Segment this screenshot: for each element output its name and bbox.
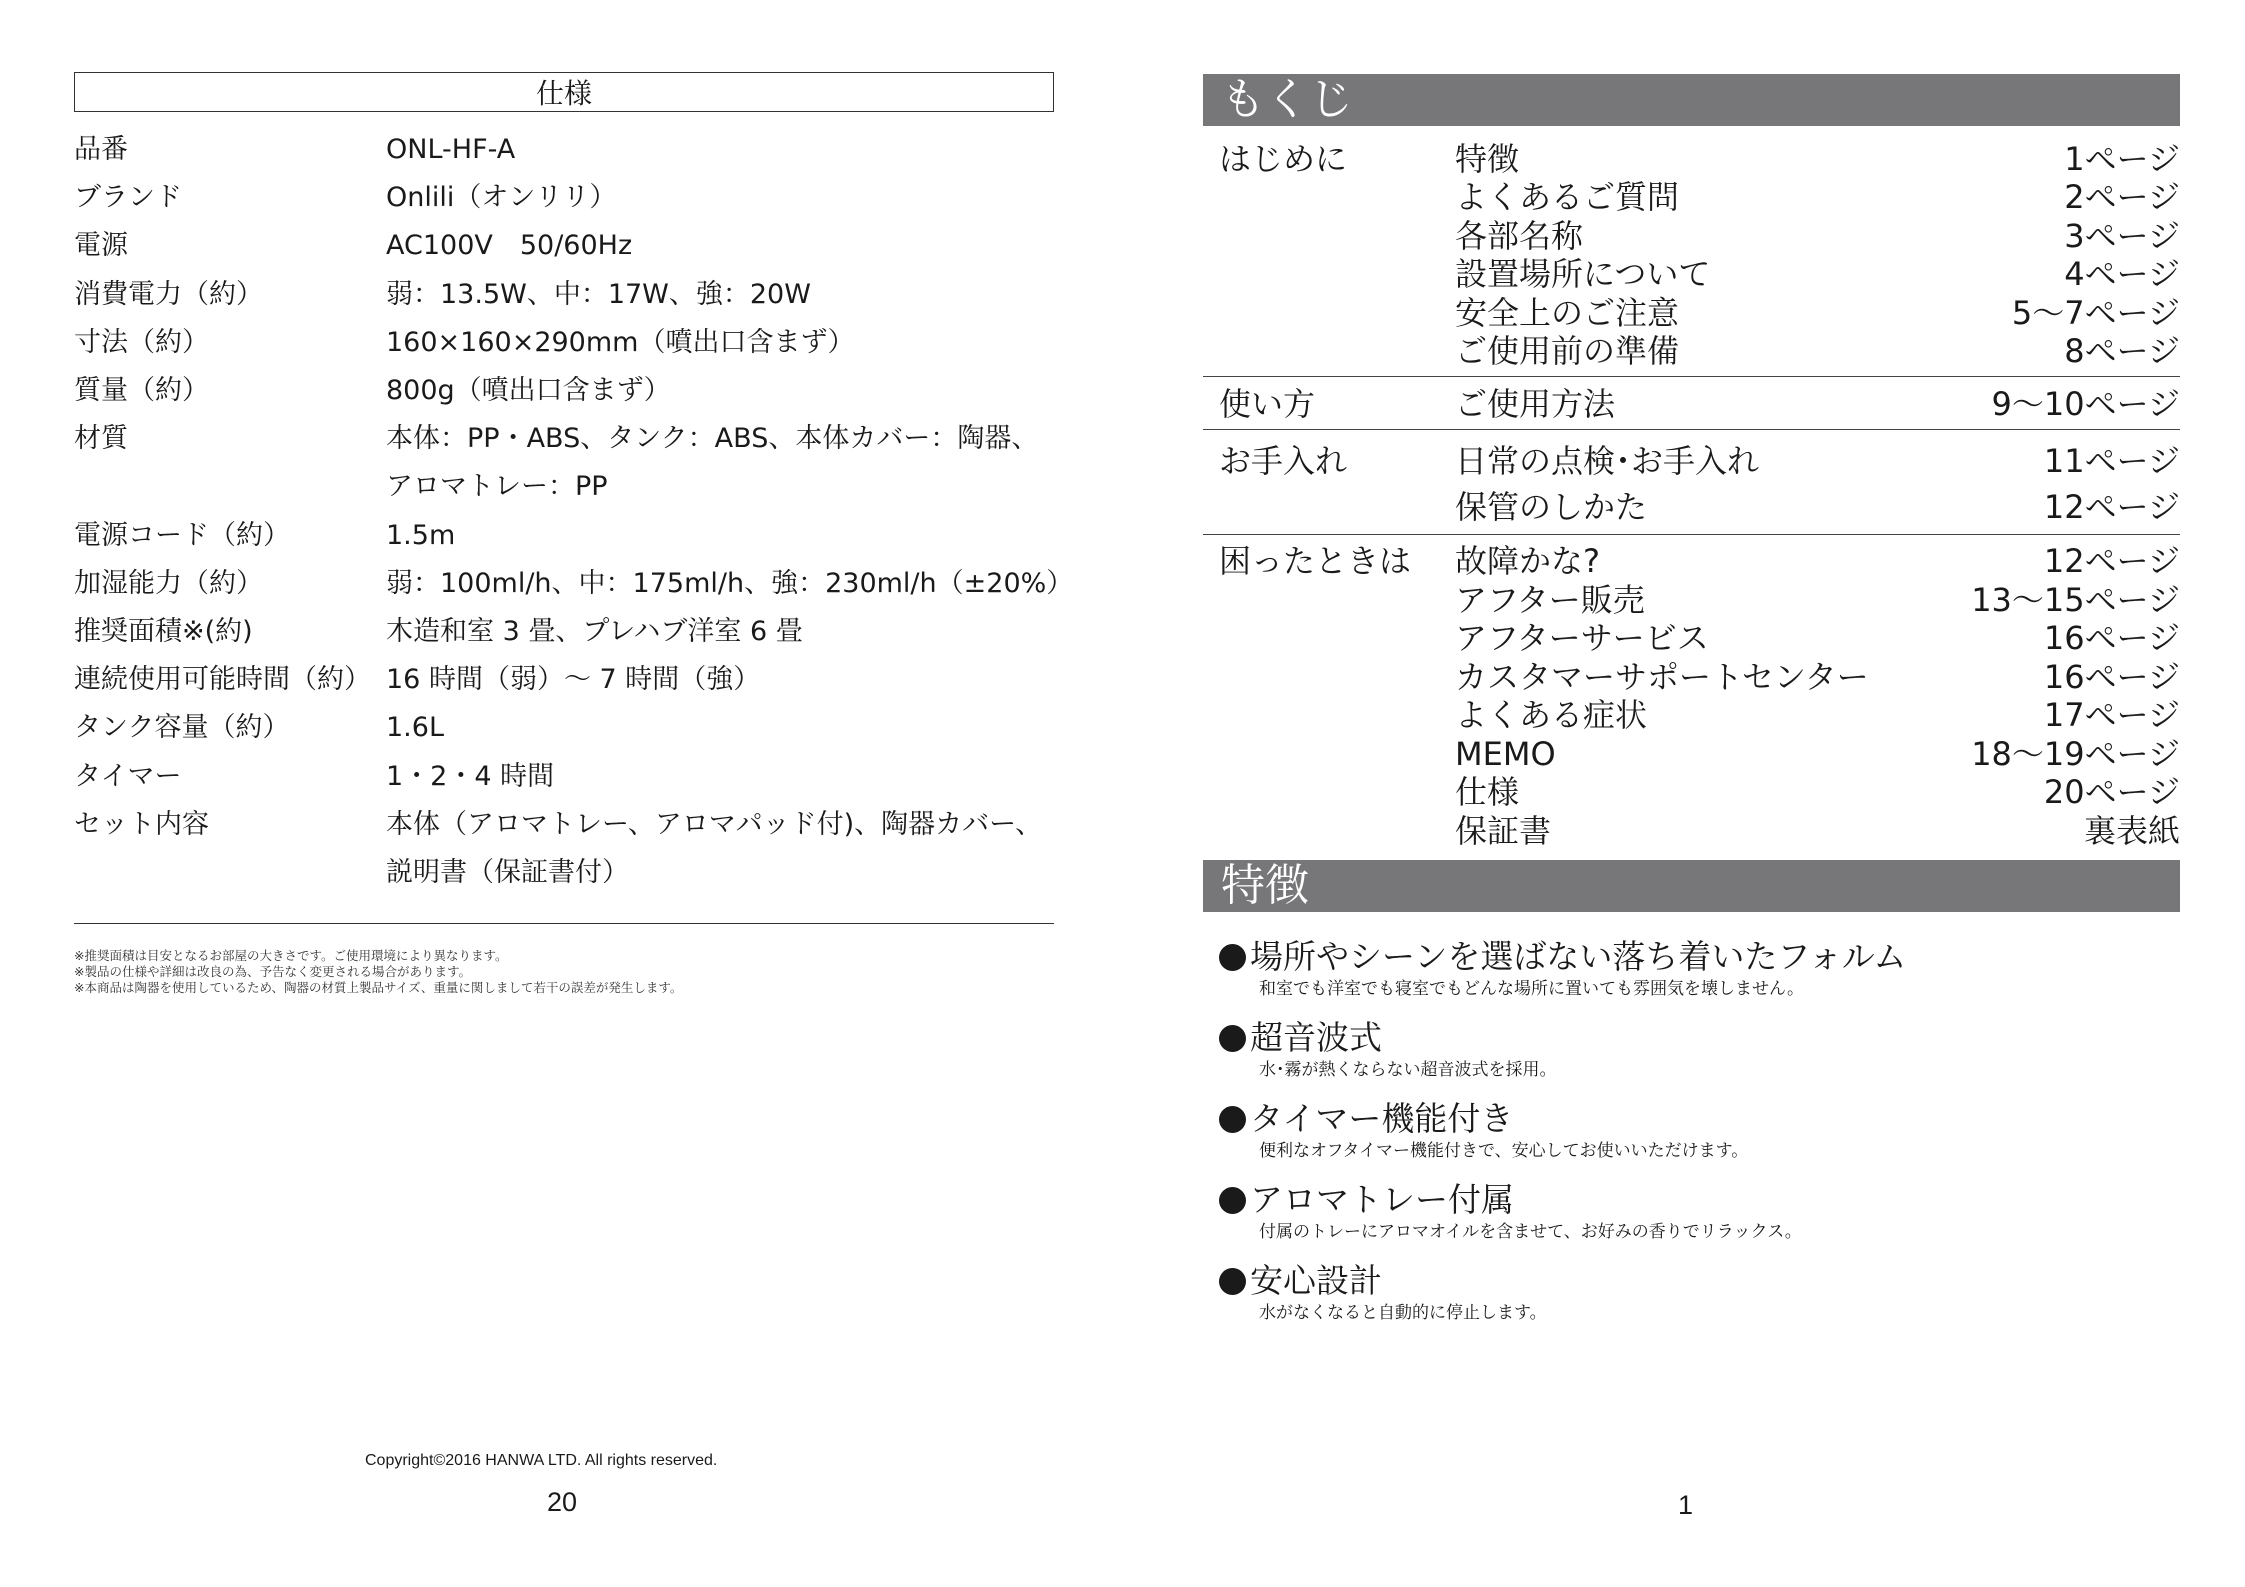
- toc-item-title: アフター販売: [1455, 580, 1645, 619]
- feature-title: アロマトレー付属: [1250, 1180, 1514, 1220]
- spec-value: 木造和室 3 畳、プレハブ洋室 6 畳: [386, 616, 803, 648]
- toc-item[interactable]: [1455, 217, 2180, 255]
- toc-item-title: 仕様: [1455, 773, 1520, 812]
- toc-item[interactable]: [1455, 542, 2180, 581]
- bullet-icon: [1219, 1268, 1246, 1295]
- toc-item-page: 16ページ: [2043, 619, 2180, 658]
- spec-table: [74, 126, 1074, 897]
- toc-item-page: 17ページ: [2043, 696, 2180, 735]
- toc-section-label: 困ったときは: [1219, 542, 1412, 581]
- spec-row: [74, 367, 1054, 415]
- bullet-icon: [1219, 1025, 1246, 1052]
- note-line: ※推奨面積は目安となるお部屋の大きさです。ご使用環境により異なります。: [74, 948, 508, 964]
- spec-label: 電源コード（約）: [74, 519, 290, 551]
- toc-item-title: ご使用前の準備: [1455, 332, 1680, 371]
- feature-desc: 便利なオフタイマー機能付きで、安心してお使いいただけます。: [1259, 1141, 1749, 1162]
- spec-row: [74, 849, 1054, 897]
- contents-page: [1203, 74, 2180, 1341]
- feature-title: 安心設計: [1250, 1261, 1382, 1301]
- toc-item[interactable]: [1455, 294, 2180, 332]
- toc-header: もくじ: [1203, 74, 2180, 126]
- feature-item: [1219, 1260, 2180, 1324]
- toc-item-page: 13～15ページ: [1971, 580, 2180, 619]
- toc-item-title: 安全上のご注意: [1455, 293, 1680, 332]
- spec-row: [74, 319, 1054, 367]
- toc-item-title: 故障かな?: [1455, 542, 1600, 581]
- copyright: Copyright©2016 HANWA LTD. All rights reserved.: [365, 1452, 718, 1469]
- toc-item-page: 5～7ページ: [2011, 293, 2180, 332]
- spec-label: 推奨面積※(約): [74, 616, 253, 648]
- spec-row: [74, 656, 1054, 704]
- spec-divider: [74, 923, 1054, 924]
- toc-item[interactable]: [1455, 735, 2180, 774]
- toc-item-title: 特徴: [1455, 140, 1520, 178]
- feature-title: 場所やシーンを選ばない落ち着いたフォルム: [1250, 937, 1907, 977]
- features-list: [1203, 936, 2180, 1324]
- toc-item-page: 20ページ: [2043, 773, 2180, 812]
- spec-row: [74, 704, 1054, 752]
- spec-row: [74, 801, 1054, 849]
- toc-item-page: 18～19ページ: [1971, 734, 2180, 773]
- spec-value: 1.6L: [386, 712, 444, 744]
- toc-section: [1203, 377, 2180, 430]
- spec-row: [74, 222, 1054, 270]
- note-line: ※本商品は陶器を使用しているため、陶器の材質上製品サイズ、重量に関しまして若干の誤差が発生します。: [74, 980, 683, 996]
- toc-item[interactable]: [1455, 140, 2180, 178]
- spec-value: アロマトレー：PP: [386, 471, 608, 503]
- spec-label: [74, 849, 386, 897]
- spec-value: ONL-HF-A: [386, 134, 516, 165]
- toc-item-title: ご使用方法: [1455, 385, 1616, 424]
- page-number-right: 1: [1678, 1490, 1694, 1520]
- toc-item-page: 裏表紙: [2083, 811, 2180, 850]
- feature-item: [1219, 1098, 2180, 1162]
- toc-item-page: 12ページ: [2043, 488, 2180, 527]
- spec-label: タイマー: [74, 760, 182, 792]
- toc-item-title: MEMO: [1455, 734, 1556, 773]
- toc-section: [1203, 430, 2180, 535]
- toc-item-title: 保証書: [1455, 811, 1552, 850]
- toc-item-title: 設置場所について: [1455, 255, 1711, 294]
- spec-label: タンク容量（約）: [74, 712, 290, 744]
- toc-item[interactable]: [1455, 332, 2180, 370]
- spec-value: 160×160×290mm（噴出口含まず）: [386, 326, 855, 358]
- spec-value: 弱：100ml/h、中：175ml/h、強：230ml/h（±20%）: [386, 567, 1074, 599]
- toc-item[interactable]: [1455, 658, 2180, 697]
- feature-desc: 水がなくなると自動的に停止します。: [1259, 1303, 1547, 1324]
- bullet-icon: [1219, 1106, 1246, 1133]
- spec-row: [74, 463, 1054, 511]
- spec-label: 材質: [74, 423, 128, 455]
- toc-item-page: 3ページ: [2064, 216, 2180, 255]
- toc-item-title: カスタマーサポートセンター: [1455, 657, 1869, 696]
- spec-row: [74, 753, 1054, 801]
- spec-notes: [74, 948, 1054, 996]
- toc-item[interactable]: [1455, 619, 2180, 658]
- toc-item-title: 日常の点検･お手入れ: [1455, 442, 1760, 481]
- toc-item-page: 1ページ: [2064, 140, 2180, 178]
- spec-label: 加湿能力（約）: [74, 567, 263, 599]
- spec-row: [74, 512, 1054, 560]
- spec-row: [74, 608, 1054, 656]
- toc-item-title: 各部名称: [1455, 216, 1584, 255]
- feature-desc: 付属のトレーにアロマオイルを含ませて、お好みの香りでリラックス。: [1259, 1222, 1802, 1243]
- toc-item-page: 12ページ: [2043, 542, 2180, 581]
- spec-label: ブランド: [74, 182, 182, 214]
- toc-section: [1203, 535, 2180, 860]
- spec-row: [74, 271, 1054, 319]
- toc-item[interactable]: [1455, 438, 2180, 484]
- spec-value: 800g（噴出口含まず）: [386, 375, 671, 407]
- note-line: ※製品の仕様や詳細は改良の為、予告なく変更される場合があります。: [74, 964, 471, 980]
- spec-value: 本体：PP・ABS、タンク：ABS、本体カバー：陶器、: [386, 423, 1039, 455]
- toc-item-page: 11ページ: [2043, 442, 2180, 481]
- spec-value: 説明書（保証書付）: [386, 857, 629, 889]
- spec-label: [74, 463, 386, 511]
- toc-item-page: 2ページ: [2064, 178, 2180, 217]
- toc-item[interactable]: [1455, 384, 2180, 424]
- toc-item[interactable]: [1455, 812, 2180, 851]
- toc-item-title: よくあるご質問: [1455, 178, 1680, 217]
- feature-item: [1219, 1179, 2180, 1243]
- toc-section-label: はじめに: [1219, 140, 1348, 178]
- spec-label: 電源: [74, 230, 128, 262]
- spec-row: [74, 415, 1054, 463]
- toc-item-page: 8ページ: [2064, 332, 2180, 371]
- spec-row: [74, 560, 1074, 608]
- spec-label: セット内容: [74, 808, 209, 840]
- feature-item: [1219, 1017, 2180, 1081]
- page-number-left: 20: [547, 1487, 578, 1517]
- spec-value: 16 時間（弱）～ 7 時間（強）: [386, 664, 761, 696]
- feature-item: [1219, 936, 2180, 1000]
- toc-section-label: 使い方: [1219, 385, 1316, 424]
- spec-value: 弱：13.5W、中：17W、強：20W: [386, 278, 811, 310]
- spec-label: 寸法（約）: [74, 326, 209, 358]
- toc-item-title: アフターサービス: [1455, 619, 1709, 658]
- feature-desc: 水･霧が熱くならない超音波式を採用。: [1259, 1060, 1557, 1081]
- spec-page: [74, 72, 1074, 996]
- spec-value: AC100V 50/60Hz: [386, 230, 633, 262]
- toc-item[interactable]: [1455, 696, 2180, 735]
- toc-item[interactable]: [1455, 581, 2180, 620]
- toc-section-label: お手入れ: [1219, 442, 1348, 481]
- feature-desc: 和室でも洋室でも寝室でもどんな場所に置いても雰囲気を壊しません。: [1259, 979, 1805, 1000]
- toc-section: [1203, 126, 2180, 377]
- toc-item[interactable]: [1455, 773, 2180, 812]
- spec-title: 仕様: [74, 72, 1054, 112]
- toc-item-title: 保管のしかた: [1455, 488, 1648, 527]
- spec-value: 1.5m: [386, 519, 456, 551]
- spec-label: 質量（約）: [74, 375, 209, 407]
- toc-item-page: 9～10ページ: [1991, 385, 2180, 424]
- toc-item-page: 4ページ: [2064, 255, 2180, 294]
- spec-label: 消費電力（約）: [74, 278, 263, 310]
- spec-value: Onlili（オンリリ）: [386, 182, 617, 214]
- spec-row: [74, 126, 1054, 174]
- toc-item[interactable]: [1455, 178, 2180, 216]
- bullet-icon: [1219, 1187, 1246, 1214]
- spec-label: 連続使用可能時間（約）: [74, 664, 371, 696]
- toc-item[interactable]: [1455, 484, 2180, 530]
- feature-title: タイマー機能付き: [1250, 1099, 1514, 1139]
- bullet-icon: [1219, 944, 1246, 971]
- toc-item[interactable]: [1455, 255, 2180, 293]
- spec-value: 本体（アロマトレー、アロマパッド付)、陶器カバー、: [386, 808, 1043, 840]
- features-header: 特徴: [1203, 860, 2180, 912]
- toc-item-page: 16ページ: [2043, 657, 2180, 696]
- spec-label: 品番: [74, 134, 128, 165]
- toc-item-title: よくある症状: [1455, 696, 1648, 735]
- feature-title: 超音波式: [1250, 1018, 1382, 1058]
- spec-row: [74, 174, 1054, 222]
- spec-value: 1・2・4 時間: [386, 760, 555, 792]
